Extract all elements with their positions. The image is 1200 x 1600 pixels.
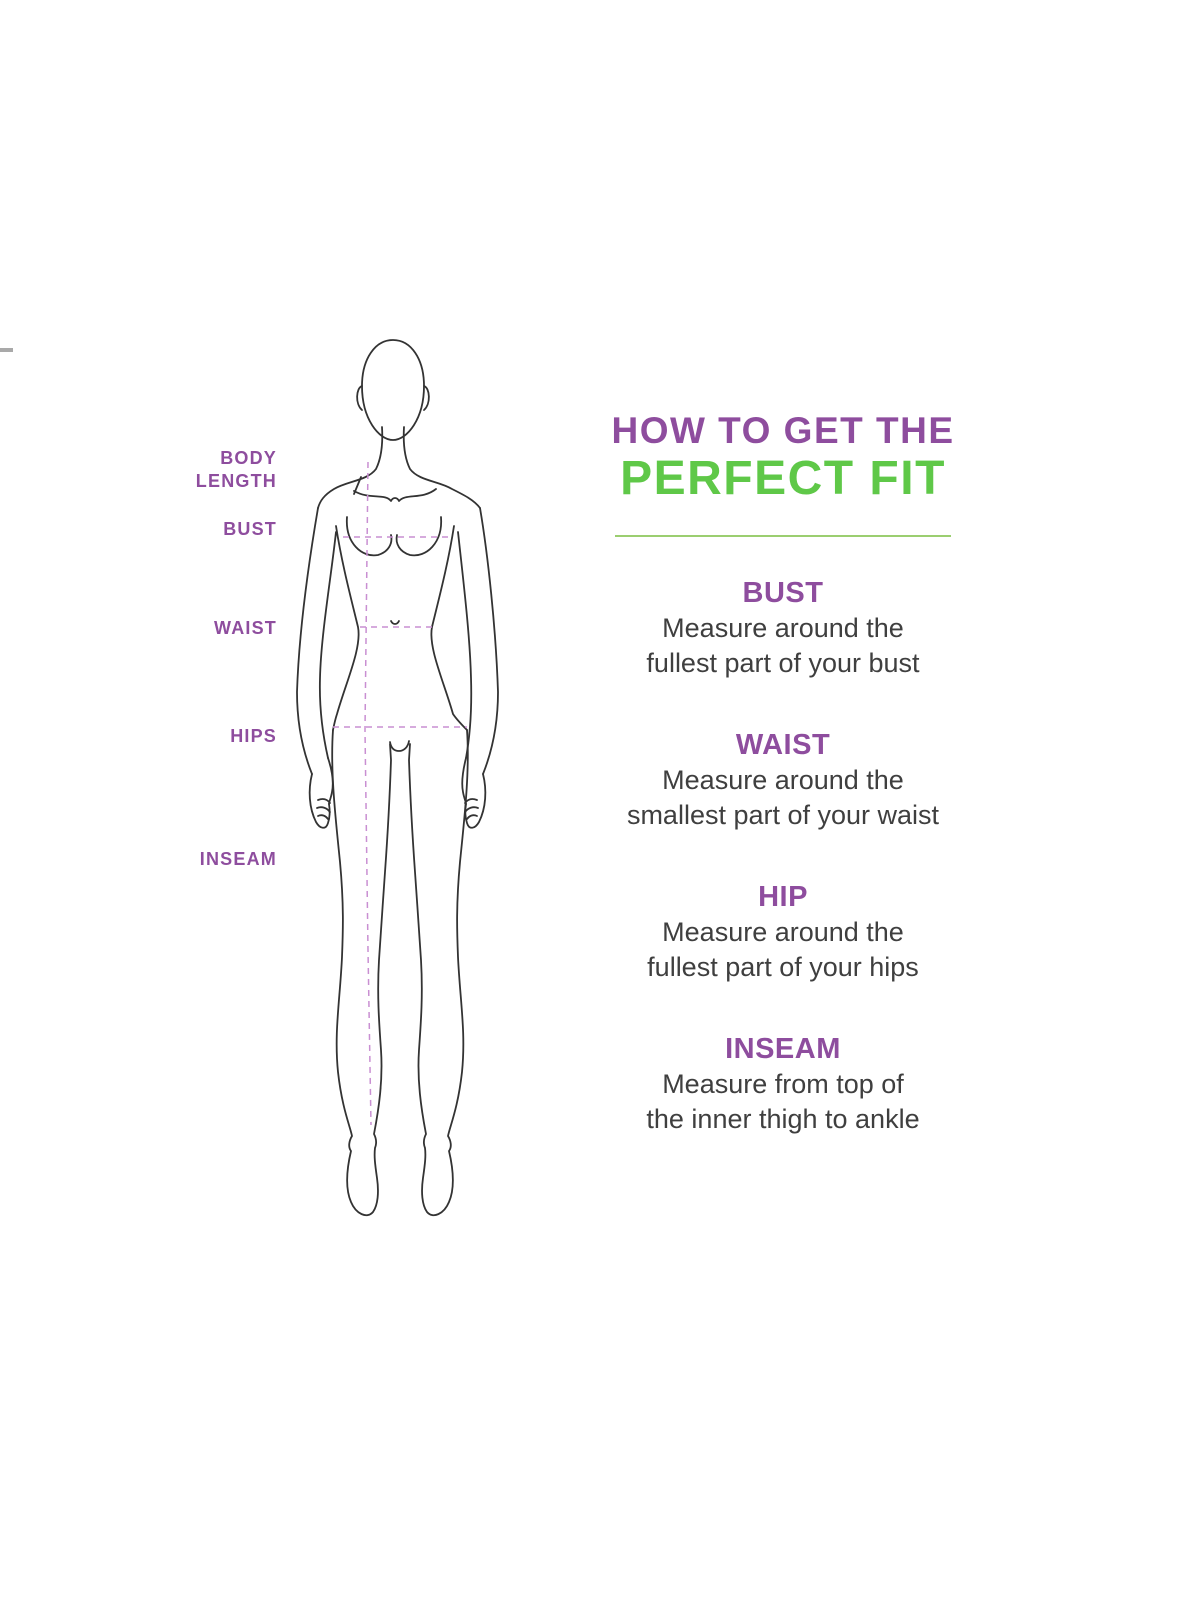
section-waist-line1: Measure around the (662, 765, 904, 795)
section-waist-heading: WAIST (735, 729, 831, 761)
figure-torso-left (333, 526, 359, 730)
figure-arm-left-outer (297, 508, 318, 774)
body-length-dashed-line (365, 462, 371, 1125)
page-title-line2: PERFECT FIT (620, 452, 946, 505)
figure-label-bust: BUST (223, 519, 277, 539)
figure-bust-right (397, 517, 442, 555)
section-hip-line2: fullest part of your hips (647, 952, 919, 982)
section-inseam-line1: Measure from top of (662, 1069, 904, 1099)
section-waist (598, 727, 968, 833)
figure-label-body-length: BODY LENGTH (195, 448, 277, 491)
figure-leg-left (332, 730, 391, 1215)
measurement-figure-illustration (290, 330, 505, 1220)
figure-label-waist: WAIST (214, 618, 277, 638)
section-inseam-line2: the inner thigh to ankle (646, 1104, 920, 1134)
figure-label-hips: HIPS (230, 726, 277, 746)
section-hip-line1: Measure around the (662, 917, 904, 947)
figure-label-inseam: INSEAM (199, 849, 277, 869)
section-bust-line1: Measure around the (662, 613, 904, 643)
title-divider-line (615, 535, 951, 537)
page-title-line1: HOW TO GET THE (611, 410, 955, 451)
figure-crotch (390, 741, 409, 751)
figure-fingers-right (465, 799, 478, 819)
section-bust (598, 575, 968, 681)
figure-leg-right (409, 730, 468, 1215)
figure-collarbone (354, 489, 436, 501)
figure-head (362, 340, 424, 440)
figure-arm-right-inner (458, 532, 471, 758)
figure-navel (391, 621, 399, 624)
section-hip (598, 879, 968, 985)
section-bust-line2: fullest part of your bust (646, 648, 920, 678)
figure-bust-left (347, 517, 392, 555)
section-hip-heading: HIP (758, 881, 808, 913)
figure-arm-right-outer (480, 508, 498, 774)
page-edge-artifact (0, 348, 13, 352)
figure-fingers-left (317, 799, 330, 819)
section-waist-line2: smallest part of your waist (626, 800, 940, 830)
section-bust-heading: BUST (742, 577, 824, 609)
section-inseam-heading: INSEAM (725, 1033, 841, 1065)
figure-torso-right (431, 526, 467, 730)
section-inseam (598, 1031, 968, 1137)
figure-body-outline (297, 340, 498, 1215)
